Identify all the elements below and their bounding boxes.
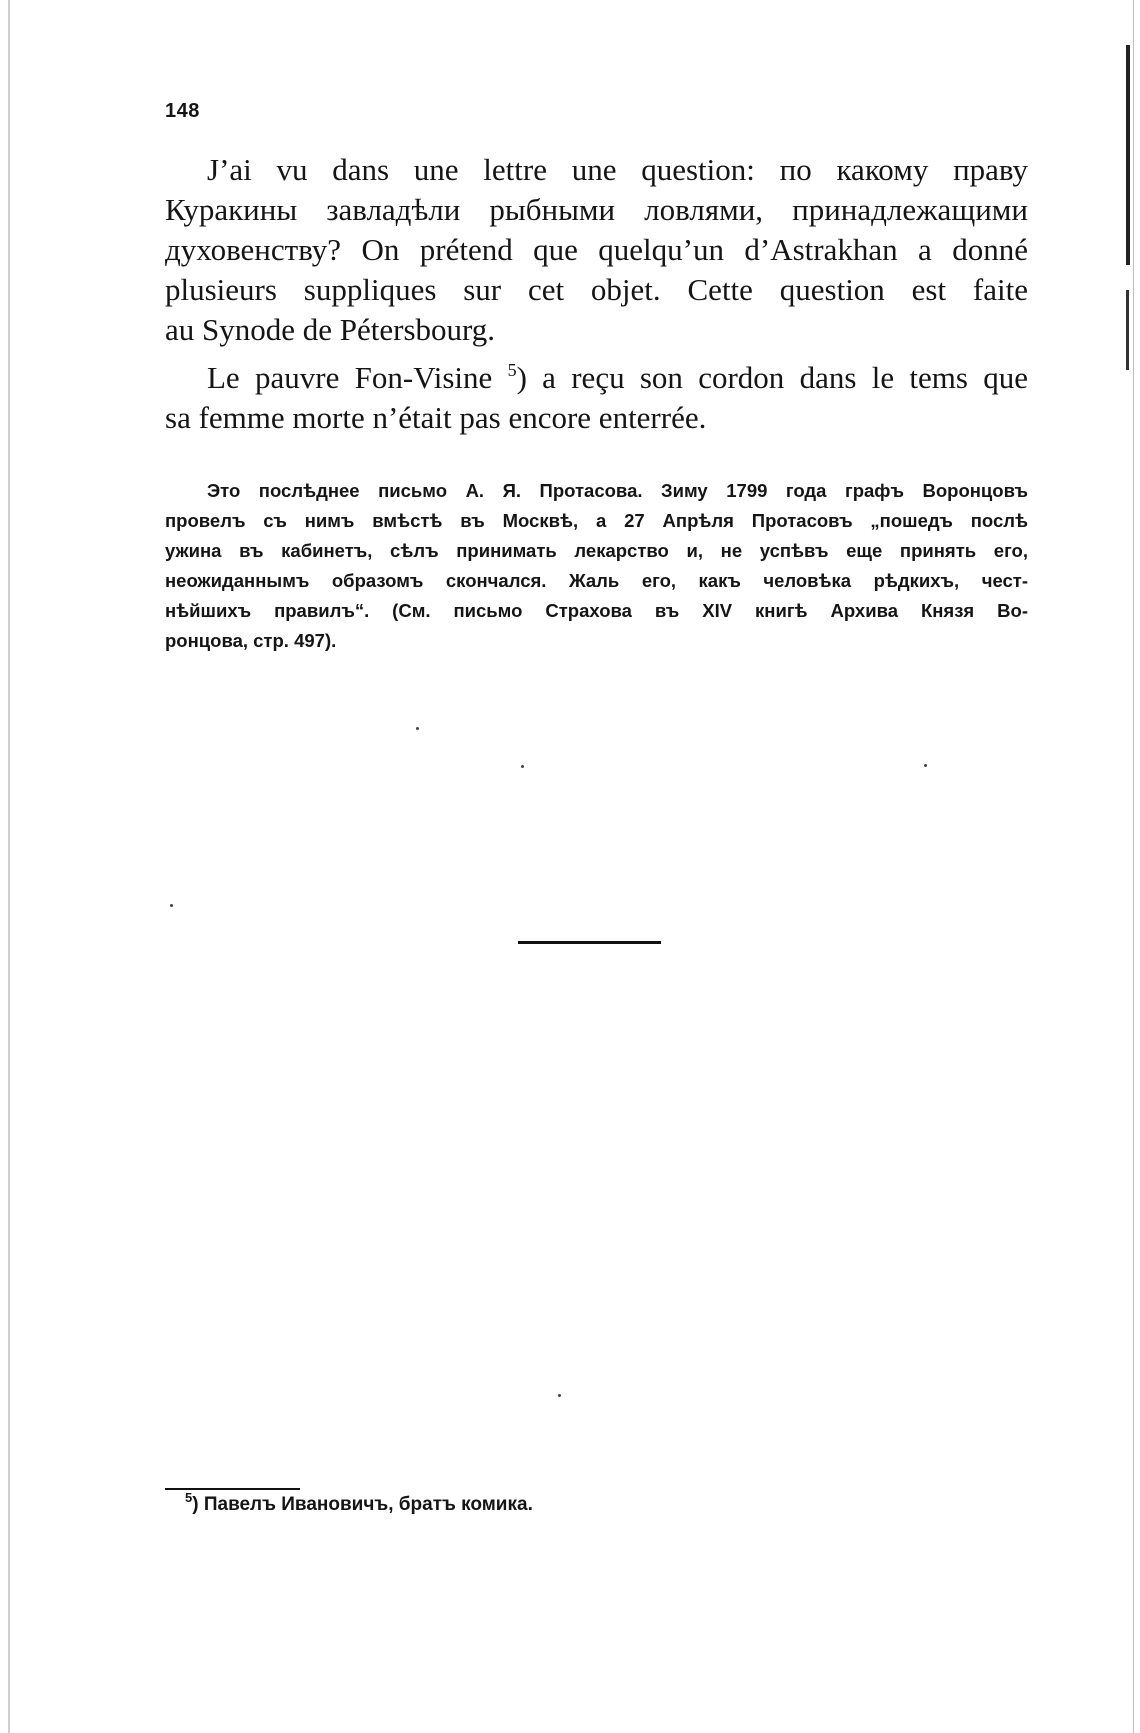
page-number: 148	[165, 100, 200, 122]
footnote	[185, 1490, 533, 1520]
editor-note	[165, 476, 1028, 656]
scan-speck	[521, 765, 524, 768]
scan-speck	[170, 904, 173, 907]
scan-speck	[416, 727, 419, 730]
text-line	[165, 358, 1028, 398]
text-segment: Le pauvre Fon-Visine	[207, 360, 493, 395]
note-line: ужина въ кабинетъ, сѣлъ принимать лекарство и, не успѣвъ еще принять его,	[165, 540, 1028, 561]
text-line: J’ai vu dans une lettre une question: по какому праву	[207, 152, 1028, 187]
section-divider	[518, 941, 661, 944]
paragraph	[165, 358, 1028, 438]
text-line: plusieurs suppliques sur cet objet. Cette question est faite	[165, 272, 1028, 307]
text-segment: ) a reçu son cordon dans le tems que	[516, 360, 1028, 395]
note-line: провелъ съ нимъ вмѣстѣ въ Москвѣ, а 27 Апрѣля Протасовъ „пошедъ послѣ	[165, 510, 1028, 531]
note-line: Это послѣднее письмо А. Я. Протасова. Зиму 1799 года графъ Воронцовъ	[207, 480, 1028, 501]
note-line: ронцова, стр. 497).	[165, 630, 337, 651]
scan-right-edge-mark	[1126, 45, 1130, 265]
footnote-reference[interactable]: 5	[507, 360, 517, 380]
scan-speck	[924, 764, 927, 767]
text-line: au Synode de Pétersbourg.	[165, 312, 496, 347]
paragraph	[165, 150, 1028, 350]
text-line: духовенству? On prétend que quelqu’un d’Astrakhan a donné	[165, 232, 1028, 267]
scan-right-edge	[1133, 0, 1134, 1733]
footnote-text: ) Павелъ Ивановичъ, братъ комика.	[192, 1494, 533, 1515]
scan-left-edge	[8, 0, 10, 1733]
note-line: нѣйшихъ правилъ“. (См. письмо Страхова въ XIV книгѣ Архива Князя Во-	[165, 600, 1028, 621]
note-line: неожиданнымъ образомъ скончался. Жаль его, какъ человѣка рѣдкихъ, чест-	[165, 570, 1028, 591]
footnote-marker: 5	[185, 1490, 193, 1505]
scan-speck	[558, 1394, 561, 1397]
text-line: Куракины завладѣли рыбными ловлями, принадлежащими	[165, 192, 1028, 227]
text-line: sa femme morte n’était pas encore enterrée.	[165, 400, 707, 435]
main-text	[165, 150, 1028, 438]
scan-right-edge-mark	[1126, 290, 1129, 370]
